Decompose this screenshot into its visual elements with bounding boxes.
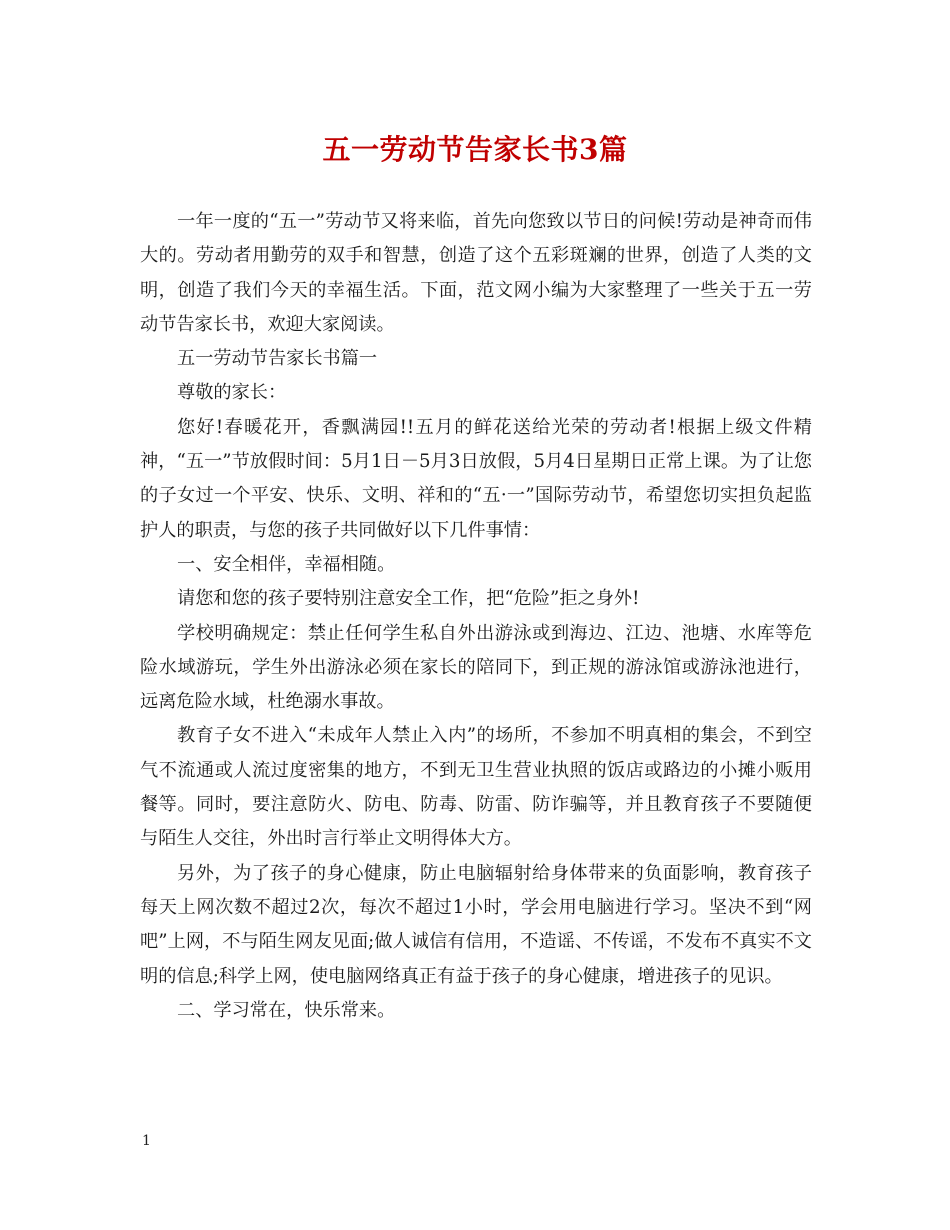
section-heading-letter-one: 五一劳动节告家长书篇一 [177, 348, 378, 370]
intro-paragraph: 一年一度的“五一”劳动节又将来临，首先向您致以节日的问候!劳动是神奇而伟大的。劳动者用勤劳的双手和智慧，创造了这个五彩斑斓的世界，创造了人类的文明，创造了我们今天的幸福生活。下面，范文网小编为大家整理了一些关于五一劳动节告家长书，欢迎大家阅读。 [140, 211, 812, 335]
public-places-paragraph: 教育子女不进入“未成年人禁止入内”的场所，不参加不明真相的集会，不到空气不流通或人流过度密集的地方，不到无卫生营业执照的饭店或路边的小摊小贩用餐等。同时，要注意防火、防电、防毒、防雷、防诈骗等，并且教育孩子不要随便与陌生人交往，外出时言行举止文明得体大方。 [140, 725, 812, 850]
salutation: 尊敬的家长： [177, 382, 287, 404]
internet-use-paragraph: 另外，为了孩子的身心健康，防止电脑辐射给身体带来的负面影响，教育孩子每天上网次数不超过2次，每次不超过1小时，学会用电脑进行学习。坚决不到“网吧”上网，不与陌生网友见面;做人诚信有信用，不造谣、不传谣，不发布不真实不文明的信息;科学上网，使电脑网络真正有益于孩子的身心健康，增进孩子的见识。 [140, 862, 812, 987]
item-heading-safety: 一、安全相伴，幸福相随。 [177, 553, 396, 575]
swimming-rules-paragraph: 学校明确规定：禁止任何学生私自外出游泳或到海边、江边、池塘、水库等危险水域游玩，学生外出游泳必须在家长的陪同下，到正规的游泳馆或游泳池进行，远离危险水域，杜绝溺水事故。 [140, 622, 812, 713]
item-heading-learning: 二、学习常在，快乐常来。 [177, 999, 396, 1021]
page-number: 1 [142, 1133, 151, 1149]
document-body [140, 205, 812, 1028]
safety-paragraph: 请您和您的孩子要特别注意安全工作，把“危险”拒之身外! [177, 588, 640, 610]
document-title: 五一劳动节告家长书3篇 [322, 133, 628, 166]
greeting-paragraph: 您好!春暖花开，香飘满园!!五月的鲜花送给光荣的劳动者!根据上级文件精神，“五一”节放假时间：5月1日－5月3日放假，5月4日星期日正常上课。为了让您的子女过一个平安、快乐、文明、祥和的“五·一”国际劳动节，希望您切实担负起监护人的职责，与您的孩子共同做好以下几件事情： [140, 416, 812, 541]
